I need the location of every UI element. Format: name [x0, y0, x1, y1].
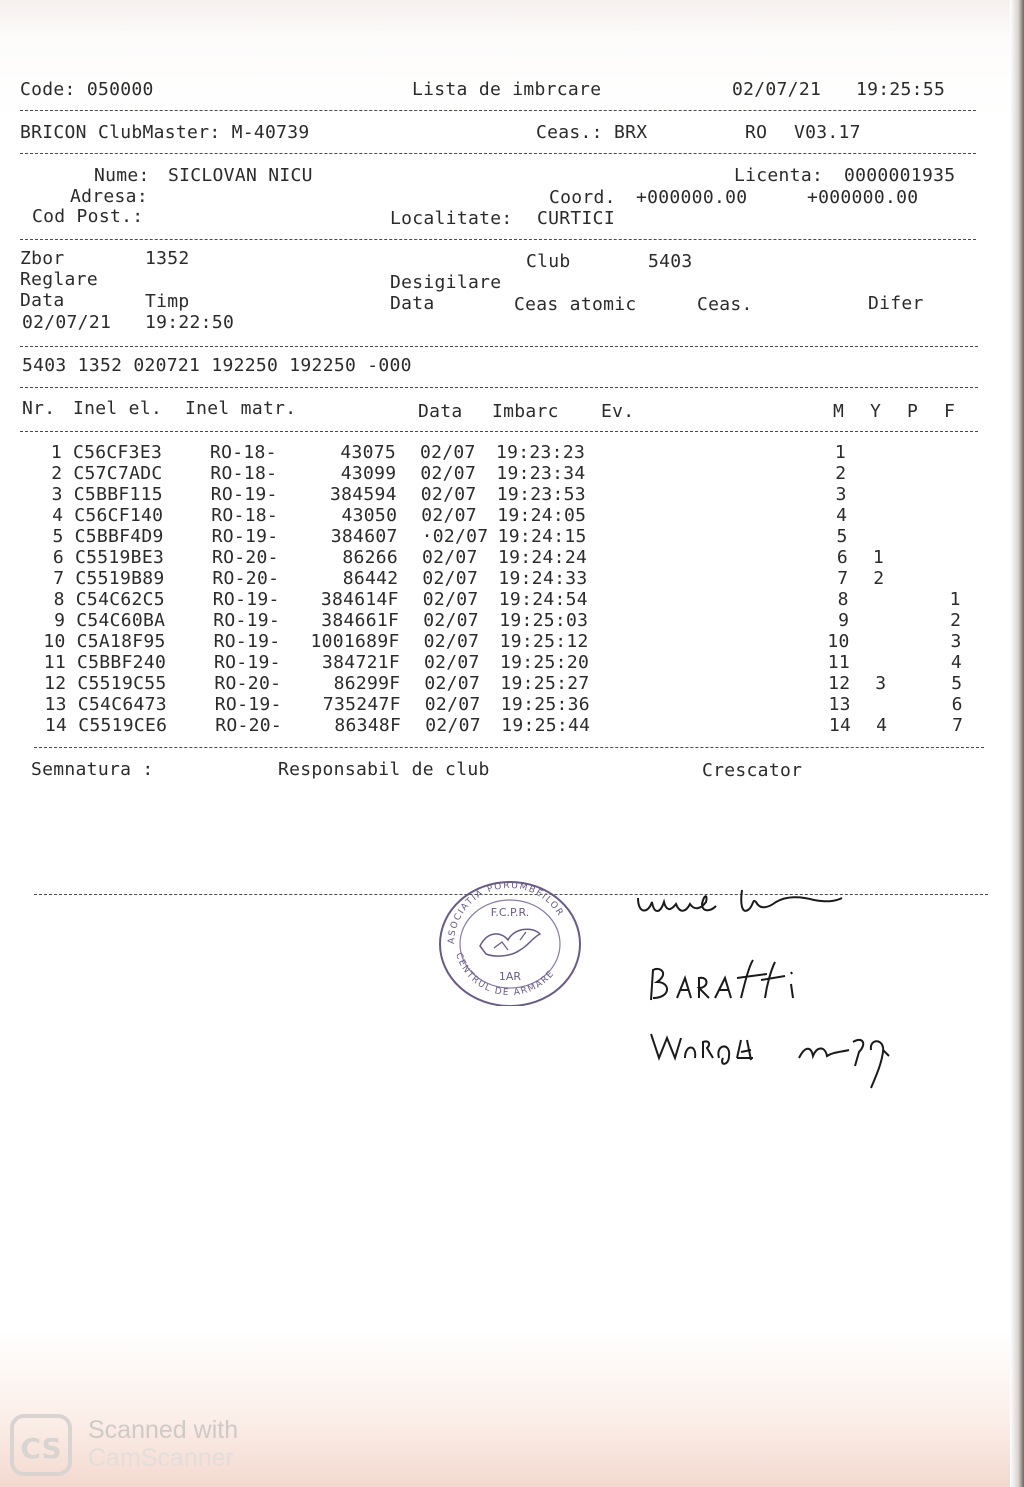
camscanner-logo-icon: [10, 1414, 72, 1476]
cell-ring-prefix: RO-20-: [215, 715, 283, 736]
cell-m: 14: [828, 715, 852, 736]
cell-nr: 14: [44, 715, 68, 736]
cell-imbarc: 19:23:23: [496, 442, 586, 463]
handwritten-signature-2: [645, 952, 805, 1007]
cell-inel-el: C5A18F95: [76, 631, 166, 652]
stamp-bottom-text: CENTRUL DE ARMARE: [453, 951, 557, 999]
cell-data: 02/07: [420, 442, 476, 463]
cell-nr: 5: [52, 526, 64, 547]
data-label: Data: [20, 290, 65, 311]
cell-ring-prefix: RO-19-: [214, 694, 282, 715]
reglare-label: Reglare: [20, 269, 98, 290]
owner-name: SICLOVAN NICU: [168, 165, 313, 186]
cell-data: 02/07: [424, 673, 481, 694]
cell-inel-matr: 86442: [342, 568, 399, 589]
cell-f: 5: [951, 673, 963, 694]
table-row: [0, 590, 1000, 611]
handwritten-signature-1: [630, 880, 850, 930]
cell-inel-matr: 384661F: [321, 610, 400, 631]
cell-inel-matr: 384614F: [320, 589, 399, 610]
cell-inel-el: C5519C55: [77, 673, 167, 694]
cell-inel-matr: 43075: [340, 442, 396, 463]
table-row: [0, 632, 1000, 653]
system-name: BRICON ClubMaster: M-40739: [20, 122, 310, 143]
watermark-text: [88, 1416, 238, 1472]
clock-label: Ceas.: [697, 294, 753, 315]
col-f: F: [944, 401, 956, 422]
signature-label: Semnatura :: [31, 759, 154, 780]
watermark-line-2: CamScanner: [88, 1444, 234, 1472]
coord-label: Coord.: [549, 187, 616, 208]
cell-f: 7: [952, 715, 964, 736]
cell-m: 4: [836, 505, 848, 526]
cell-data: 02/07: [422, 589, 479, 610]
address-label: Adresa:: [70, 186, 148, 207]
cell-inel-matr: 384594: [329, 484, 397, 505]
cell-data: 02/07: [420, 463, 477, 484]
license-label: Licenta:: [734, 165, 824, 186]
separator: [20, 239, 976, 240]
cell-nr: 6: [52, 547, 64, 568]
stamp-top-text: ASOCIATIA PORUMBEILOR: [446, 880, 566, 945]
separator: [20, 387, 978, 388]
handwritten-signature-3: [645, 1022, 915, 1097]
cell-f: 3: [950, 631, 962, 652]
cell-ring-prefix: RO-18-: [210, 463, 278, 484]
cell-inel-el: C5BBF4D9: [74, 526, 164, 547]
col-imbarc: Imbarc: [492, 401, 559, 422]
stamp-center-text: F.C.P.R.: [490, 906, 530, 919]
data2-label: Data: [390, 293, 435, 314]
cell-f: 2: [950, 610, 962, 631]
cell-nr: 3: [51, 484, 63, 505]
cell-nr: 8: [53, 589, 65, 610]
separator: [20, 346, 978, 347]
svg-text:CS: CS: [20, 1432, 62, 1465]
desigilare-label: Desigilare: [390, 272, 502, 293]
postal-code-label: Cod Post.:: [32, 206, 144, 227]
cell-nr: 2: [51, 463, 63, 484]
cell-imbarc: 19:25:36: [500, 694, 590, 715]
cell-m: 6: [836, 547, 848, 568]
cell-ring-prefix: RO-20-: [212, 547, 279, 568]
separator: [20, 153, 976, 154]
breeder-label: Crescator: [702, 760, 803, 781]
col-inel-el: Inel el.: [73, 398, 163, 419]
cell-inel-matr: 43099: [340, 463, 397, 484]
table-row: [0, 443, 1000, 464]
table-row: [0, 527, 1000, 548]
col-nr: Nr.: [22, 398, 56, 419]
cell-ring-prefix: RO-18-: [211, 505, 279, 526]
table-row: [0, 548, 1000, 569]
cell-data: 02/07: [423, 631, 480, 652]
code-label: Code: 050000: [20, 79, 154, 100]
document-title: Lista de imbrcare: [412, 79, 602, 100]
cell-data: 02/07: [425, 715, 481, 736]
table-row: [0, 464, 1000, 485]
difference-label: Difer: [868, 293, 924, 314]
cell-imbarc: 19:24:15: [497, 526, 587, 547]
cell-data: ·02/07: [421, 526, 489, 547]
table-row: [0, 506, 1000, 527]
cell-data: 02/07: [424, 652, 480, 673]
cell-m: 3: [835, 484, 847, 505]
table-row: [0, 674, 1000, 695]
locality-label: Localitate:: [390, 208, 513, 229]
cell-f: 4: [950, 652, 962, 673]
cell-data: 02/07: [421, 505, 477, 526]
club-number: 5403: [648, 251, 693, 272]
cell-f: 6: [951, 694, 963, 715]
summary-line: 5403 1352 020721 192250 192250 -000: [22, 355, 412, 376]
table-row: [0, 485, 1000, 506]
separator: [34, 747, 984, 748]
cell-nr: 12: [44, 673, 67, 694]
cell-data: 02/07: [422, 568, 479, 589]
cell-y: 1: [872, 547, 884, 568]
cell-inel-el: C5519CE6: [78, 715, 168, 736]
cell-nr: 1: [50, 442, 62, 463]
coord-y: +000000.00: [807, 187, 919, 208]
cell-imbarc: 19:24:33: [498, 568, 588, 589]
cell-ring-prefix: RO-19-: [210, 484, 278, 505]
cell-inel-matr: 86348F: [334, 715, 402, 736]
cell-inel-el: C5519B89: [75, 568, 165, 589]
version: V03.17: [794, 122, 861, 143]
country-code: RO: [745, 122, 768, 143]
cell-imbarc: 19:23:34: [496, 463, 586, 484]
cell-inel-matr: 86299F: [333, 673, 401, 694]
cell-ring-prefix: RO-19-: [213, 631, 281, 652]
cell-m: 1: [834, 442, 846, 463]
cell-imbarc: 19:25:03: [499, 610, 589, 631]
separator: [20, 110, 976, 111]
reglare-date: 02/07/21: [22, 312, 112, 333]
cell-inel-el: C54C62C5: [75, 589, 165, 610]
coord-x: +000000.00: [636, 187, 748, 208]
cell-imbarc: 19:24:24: [498, 547, 588, 568]
cell-inel-el: C56CF140: [74, 505, 164, 526]
cell-inel-el: C5519BE3: [75, 547, 165, 568]
print-date: 02/07/21: [732, 79, 822, 100]
cell-m: 5: [836, 526, 848, 547]
cell-imbarc: 19:24:54: [498, 589, 588, 610]
cell-inel-matr: 1001689F: [310, 631, 400, 652]
cell-f: 1: [949, 589, 961, 610]
col-ev: Ev.: [601, 401, 635, 422]
cell-inel-el: C56CF3E3: [73, 442, 163, 463]
cell-m: 8: [837, 589, 849, 610]
cell-imbarc: 19:24:05: [497, 505, 587, 526]
cell-inel-el: C54C60BA: [76, 610, 166, 631]
col-m: M: [833, 401, 845, 422]
cell-ring-prefix: RO-19-: [212, 589, 280, 610]
cell-ring-prefix: RO-19-: [214, 652, 281, 673]
cell-inel-matr: 384607: [330, 526, 398, 547]
cell-imbarc: 19:25:44: [501, 715, 591, 736]
reglare-time: 19:22:50: [145, 312, 235, 333]
cell-data: 02/07: [422, 547, 478, 568]
table-row: [0, 716, 1000, 737]
cell-inel-el: C5BBF115: [73, 484, 163, 505]
cell-imbarc: 19:25:27: [500, 673, 590, 694]
cell-m: 2: [835, 463, 847, 484]
col-inel-matr: Inel matr.: [185, 398, 297, 419]
cell-ring-prefix: RO-19-: [213, 610, 281, 631]
cell-nr: 4: [52, 505, 64, 526]
cell-inel-matr: 43050: [341, 505, 398, 526]
cell-y: 4: [876, 715, 888, 736]
cell-ring-prefix: RO-20-: [214, 673, 282, 694]
cell-m: 13: [828, 694, 851, 715]
cell-data: 02/07: [424, 694, 481, 715]
club-responsible-label: Responsabil de club: [278, 759, 490, 780]
col-p: P: [907, 401, 919, 422]
separator: [20, 431, 978, 432]
cell-inel-el: C54C6473: [77, 694, 167, 715]
cell-m: 9: [838, 610, 850, 631]
cell-data: 02/07: [420, 484, 477, 505]
cell-inel-matr: 86266: [342, 547, 398, 568]
table-row: [0, 611, 1000, 632]
cell-nr: 7: [53, 568, 65, 589]
timp-label: Timp: [145, 291, 190, 312]
cell-m: 12: [828, 673, 851, 694]
cell-y: 2: [873, 568, 885, 589]
clock-type: Ceas.: BRX: [536, 122, 648, 143]
flight-label: Zbor: [20, 248, 65, 269]
cell-inel-el: C5BBF240: [77, 652, 167, 673]
cell-m: 11: [827, 652, 850, 673]
stamp-number: 1AR: [498, 970, 522, 983]
cell-imbarc: 19:25:20: [500, 652, 590, 673]
cell-ring-prefix: RO-18-: [210, 442, 277, 463]
cell-data: 02/07: [423, 610, 479, 631]
cell-nr: 10: [43, 631, 66, 652]
cell-inel-el: C57C7ADC: [73, 463, 163, 484]
paper-edge-shadow: [1010, 0, 1024, 1487]
cell-nr: 11: [43, 652, 66, 673]
cell-inel-matr: 384721F: [322, 652, 400, 673]
cell-imbarc: 19:25:12: [499, 631, 589, 652]
cell-inel-matr: 735247F: [322, 694, 401, 715]
table-row: [0, 695, 1000, 716]
name-label: Nume:: [94, 165, 150, 186]
license-number: 0000001935: [844, 165, 956, 186]
atomic-clock-label: Ceas atomic: [514, 294, 637, 315]
cell-m: 7: [837, 568, 849, 589]
col-data: Data: [418, 401, 463, 422]
cell-nr: 13: [44, 694, 67, 715]
table-row: [0, 569, 1000, 590]
print-time: 19:25:55: [856, 79, 946, 100]
club-stamp: [436, 876, 584, 1006]
cell-imbarc: 19:23:53: [496, 484, 586, 505]
col-y: Y: [870, 401, 882, 422]
pigeon-icon: [480, 929, 540, 956]
cell-ring-prefix: RO-19-: [211, 526, 279, 547]
cell-m: 10: [827, 631, 850, 652]
cell-y: 3: [875, 673, 887, 694]
locality: CURTICI: [537, 208, 615, 229]
watermark-line-1: Scanned with: [88, 1416, 239, 1444]
club-label: Club: [526, 251, 571, 272]
table-row: [0, 653, 1000, 674]
flight-number: 1352: [145, 248, 190, 269]
cell-nr: 9: [54, 610, 66, 631]
cell-ring-prefix: RO-20-: [212, 568, 280, 589]
